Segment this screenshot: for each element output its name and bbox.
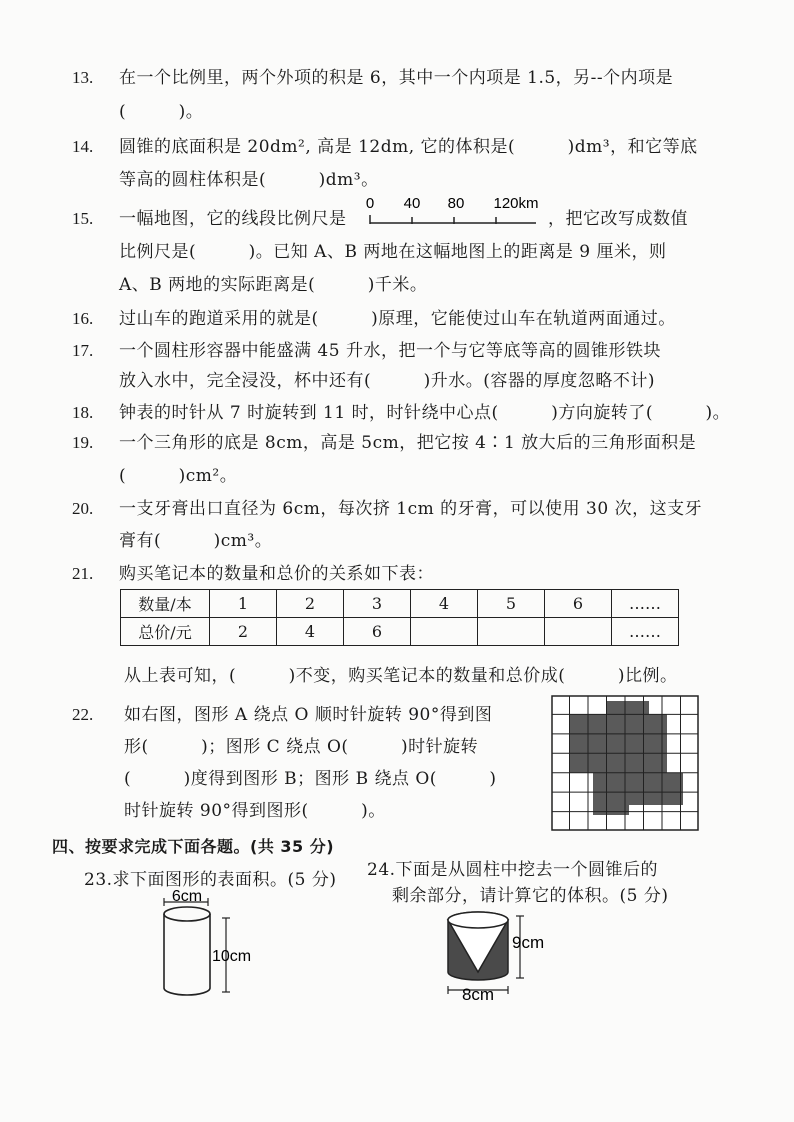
question-text: 一支牙膏出口直径为 6cm，每次挤 1cm 的牙膏，可以使用 30 次，这支牙 — [119, 499, 703, 519]
dimension-label: 9cm — [512, 933, 545, 952]
question-text: ( )度得到图形 B；图形 B 绕点 O( ) — [124, 769, 497, 789]
section-title: 四、按要求完成下面各题。(共 35 分) — [52, 837, 335, 856]
question-text: 圆锥的底面积是 20dm², 高是 12dm, 它的体积是( )dm³，和它等底 — [119, 137, 698, 157]
question-text: 等高的圆柱体积是( )dm³。 — [119, 170, 379, 190]
table-row — [121, 590, 679, 618]
table-cell: 4 — [277, 618, 344, 646]
dimension-label: 10cm — [212, 948, 252, 965]
table-cell: 数量/本 — [121, 590, 210, 618]
table-cell: 3 — [344, 590, 411, 618]
question-text: 剩余部分，请计算它的体积。(5 分) — [392, 886, 669, 906]
question-text: 时针旋转 90°得到图形( )。 — [124, 801, 386, 821]
table-cell: …… — [612, 590, 679, 618]
scale-bar — [366, 193, 546, 229]
question-number: 19. — [72, 433, 94, 452]
scale-label: 80 — [447, 195, 465, 212]
question-text: 23.求下面图形的表面积。(5 分) — [84, 870, 337, 890]
question-text: 一幅地图，它的线段比例尺是 — [119, 209, 347, 229]
question-text: 24.下面是从圆柱中挖去一个圆锥后的 — [367, 860, 659, 880]
question-number: 13. — [72, 68, 94, 87]
question-text: 膏有( )cm³。 — [119, 531, 273, 551]
table-cell: 2 — [277, 590, 344, 618]
question-text: 比例尺是( )。已知 A、B 两地在这幅地图上的距离是 9 厘米，则 — [119, 242, 667, 262]
question-text: A、B 两地的实际距离是( )千米。 — [119, 275, 428, 295]
question-text: 过山车的跑道采用的就是( )原理，它能使过山车在轨道两面通过。 — [119, 309, 676, 329]
question-text: ( )cm²。 — [119, 466, 238, 486]
cylinder-cone-figure — [440, 910, 570, 1006]
scale-label: 0 — [366, 195, 375, 212]
question-text: ( )。 — [119, 102, 204, 122]
question-number: 22. — [72, 705, 94, 724]
question-text: 放入水中，完全浸没，杯中还有( )升水。(容器的厚度忽略不计) — [119, 371, 656, 391]
table-cell: 总价/元 — [121, 618, 210, 646]
question-text: 从上表可知，( )不变，购买笔记本的数量和总价成( )比例。 — [124, 666, 678, 686]
dimension-label: 8cm — [461, 985, 495, 1004]
question-number: 15. — [72, 209, 94, 228]
table-cell: 1 — [210, 590, 277, 618]
table-cell: 6 — [545, 590, 612, 618]
table-cell: …… — [612, 618, 679, 646]
question-text: 形( )；图形 C 绕点 O( )时针旋转 — [124, 737, 479, 757]
question-number: 20. — [72, 499, 94, 518]
question-number: 21. — [72, 564, 94, 583]
table-cell: 4 — [411, 590, 478, 618]
table-cell: 6 — [344, 618, 411, 646]
question-number: 14. — [72, 137, 94, 156]
question-text: ，把它改写成数值 — [548, 209, 688, 229]
price-table — [120, 589, 679, 646]
question-text: 如右图，图形 A 绕点 O 顺时针旋转 90°得到图 — [124, 705, 493, 725]
table-cell: 5 — [478, 590, 545, 618]
table-row — [121, 618, 679, 646]
scale-label: 40 — [403, 195, 421, 212]
question-text: 一个三角形的底是 8cm，高是 5cm，把它按 4∶1 放大后的三角形面积是 — [119, 433, 697, 453]
cylinder-figure — [150, 888, 280, 1008]
scale-label: 120km — [493, 195, 539, 212]
question-text: 钟表的时针从 7 时旋转到 11 时，时针绕中心点( )方向旋转了( )。 — [119, 403, 731, 423]
question-text: 在一个比例里，两个外项的积是 6，其中一个内项是 1.5，另--个内项是 — [119, 68, 674, 88]
rotation-grid-figure — [551, 695, 699, 831]
table-cell — [545, 618, 612, 646]
question-text: 一个圆柱形容器中能盛满 45 升水，把一个与它等底等高的圆锥形铁块 — [119, 341, 661, 361]
table-cell — [411, 618, 478, 646]
table-cell: 2 — [210, 618, 277, 646]
table-cell — [478, 618, 545, 646]
dimension-label: 6cm — [171, 888, 203, 905]
question-number: 17. — [72, 341, 94, 360]
question-number: 16. — [72, 309, 94, 328]
question-text: 购买笔记本的数量和总价的关系如下表： — [119, 564, 434, 584]
question-number: 18. — [72, 403, 94, 422]
